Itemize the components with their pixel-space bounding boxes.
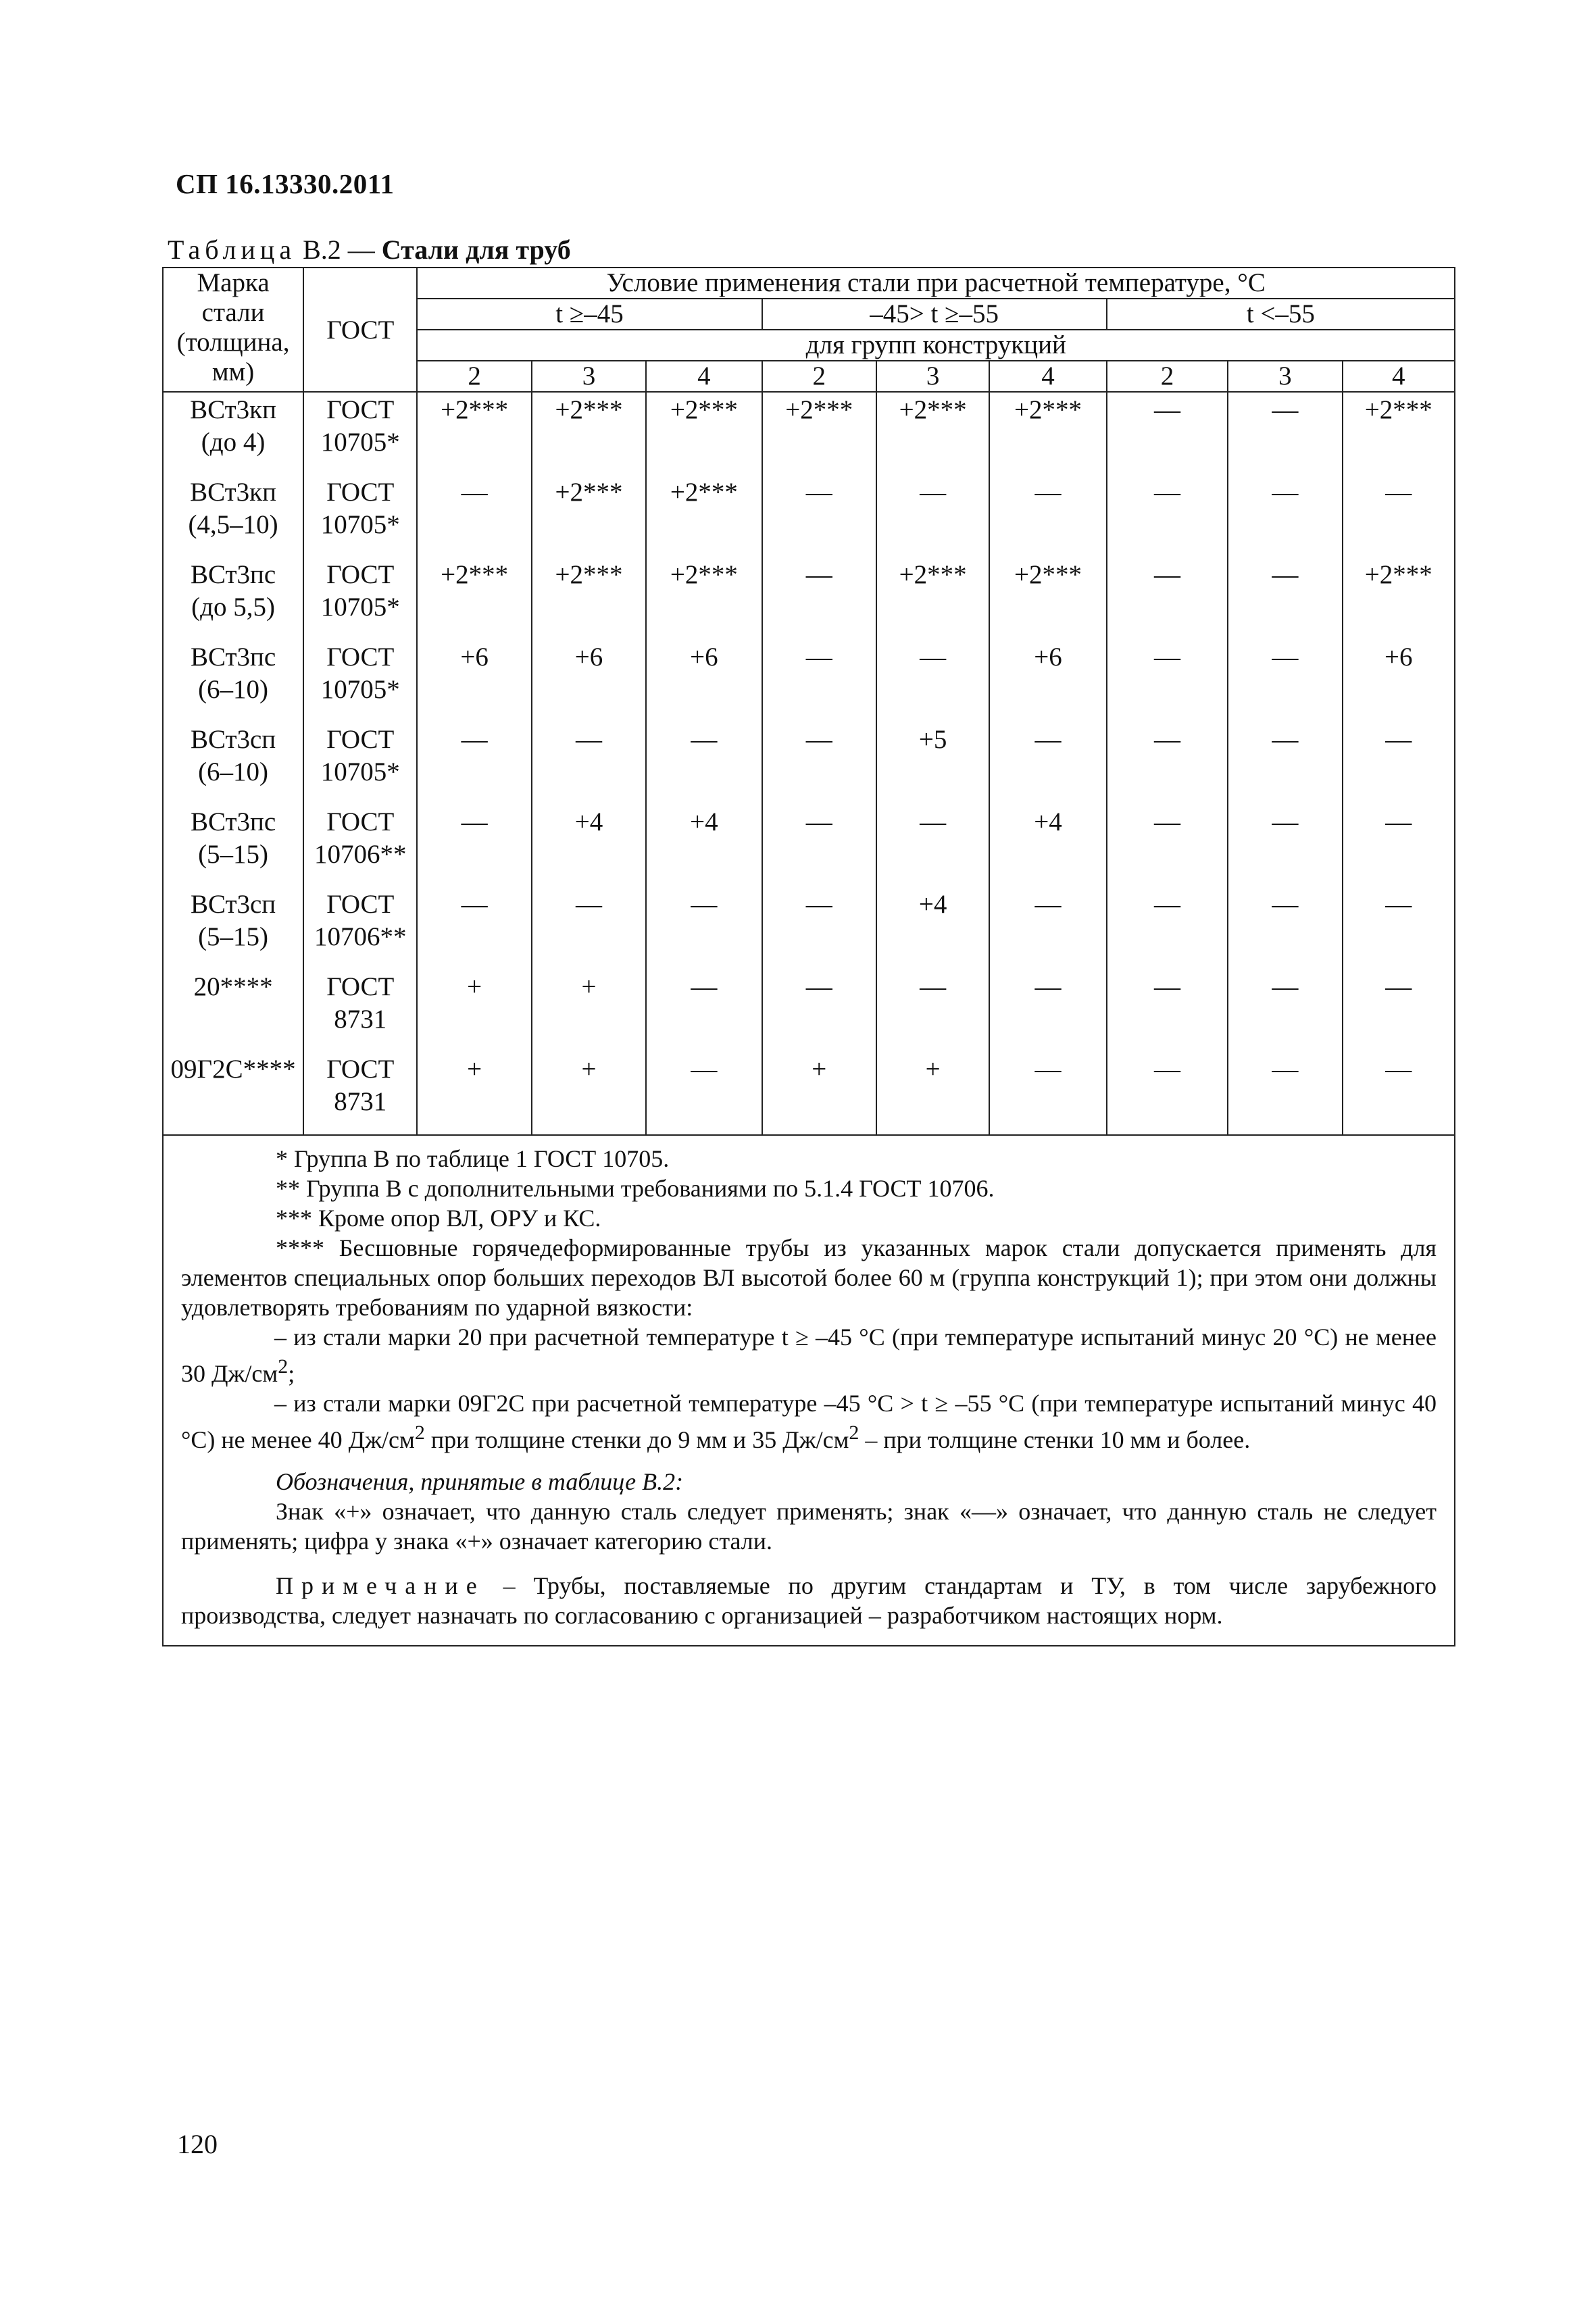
gost-label: ГОСТ	[326, 890, 395, 919]
gost-cell	[303, 722, 417, 805]
value-cell: +2***	[1343, 392, 1455, 475]
note-text: – Трубы, поставляемые по другим стандартам и ТУ, в том числе зарубежного производства, следует назначать по согласованию с организацией – разработчиком настоящих норм.	[181, 1572, 1437, 1629]
value-cell: +	[532, 970, 646, 1052]
steel-grade: ВСт3пс	[190, 807, 276, 836]
footnote-text: – из стали марки 20 при расчетной температуре t ≥ –45 °С (при температуре испытаний минус 20 °С) не менее 30 Дж/см	[181, 1324, 1437, 1387]
gost-label: ГОСТ	[326, 478, 395, 507]
value-cell: +6	[1343, 640, 1455, 722]
footnote-2: ** Группа В с дополнительными требованиями по 5.1.4 ГОСТ 10706.	[276, 1175, 995, 1202]
gost-cell	[303, 392, 417, 475]
value-cell: —	[876, 475, 989, 557]
value-cell: —	[417, 475, 531, 557]
footnote-4-item-1	[181, 1322, 1437, 1388]
steel-pipes-table	[162, 267, 1455, 1646]
caption-dash: —	[347, 234, 375, 265]
value-cell: —	[1107, 392, 1228, 475]
value-cell: —	[1228, 557, 1342, 640]
value-cell: —	[989, 887, 1106, 970]
value-cell: —	[1107, 640, 1228, 722]
value-cell: —	[762, 475, 876, 557]
value-cell: —	[762, 557, 876, 640]
group-number: 3	[1228, 361, 1342, 392]
table-row	[163, 722, 1455, 805]
value-cell: —	[1228, 392, 1342, 475]
value-cell: —	[646, 887, 762, 970]
value-cell: —	[417, 722, 531, 805]
value-cell: —	[762, 640, 876, 722]
table-row	[163, 475, 1455, 557]
value-cell: —	[532, 887, 646, 970]
table-row	[163, 805, 1455, 887]
thickness: (6–10)	[198, 757, 269, 786]
grade-cell	[163, 1052, 303, 1135]
gost-cell	[303, 887, 417, 970]
table-row	[163, 392, 1455, 475]
value-cell: —	[1107, 970, 1228, 1052]
steel-grade: ВСт3кп	[190, 395, 276, 424]
value-cell: +2***	[1343, 557, 1455, 640]
grade-cell	[163, 887, 303, 970]
gost-number: 8731	[334, 1005, 387, 1034]
value-cell: +6	[646, 640, 762, 722]
value-cell: —	[989, 1052, 1106, 1135]
steel-grade: ВСт3сп	[190, 725, 276, 754]
value-cell: +2***	[532, 557, 646, 640]
gost-number: 10706**	[314, 840, 407, 869]
value-cell: +4	[532, 805, 646, 887]
group-number: 4	[989, 361, 1106, 392]
footnote-text: ;	[288, 1360, 295, 1387]
footnote-4-item-2	[181, 1388, 1437, 1455]
gost-cell	[303, 557, 417, 640]
grade-cell	[163, 970, 303, 1052]
value-cell: +6	[989, 640, 1106, 722]
grade-cell	[163, 392, 303, 475]
grade-header: Марка стали (толщина, мм)	[163, 268, 303, 392]
table-row	[163, 887, 1455, 970]
value-cell: +	[417, 1052, 531, 1135]
steel-grade: 20****	[193, 972, 273, 1001]
group-number: 4	[1343, 361, 1455, 392]
grade-cell	[163, 557, 303, 640]
superscript: 2	[414, 1422, 425, 1444]
value-cell: +2***	[532, 475, 646, 557]
value-cell: —	[646, 722, 762, 805]
value-cell: —	[1107, 722, 1228, 805]
caption-title: Стали для труб	[381, 234, 571, 265]
value-cell: —	[646, 1052, 762, 1135]
steel-grade: ВСт3сп	[190, 890, 276, 919]
value-cell: —	[762, 887, 876, 970]
value-cell: +	[876, 1052, 989, 1135]
value-cell: —	[762, 805, 876, 887]
thickness: (до 4)	[201, 428, 266, 457]
value-cell: —	[1343, 805, 1455, 887]
value-cell: —	[989, 722, 1106, 805]
group-number: 2	[762, 361, 876, 392]
value-cell: —	[1228, 970, 1342, 1052]
value-cell: +6	[532, 640, 646, 722]
grade-cell	[163, 475, 303, 557]
value-cell: —	[1228, 722, 1342, 805]
value-cell: —	[1107, 1052, 1228, 1135]
value-cell: +2***	[762, 392, 876, 475]
gost-cell	[303, 970, 417, 1052]
gost-number: 10705*	[320, 428, 400, 457]
steel-grade: ВСт3пс	[190, 560, 276, 589]
group-number: 4	[646, 361, 762, 392]
thickness: (5–15)	[198, 922, 269, 951]
gost-label: ГОСТ	[326, 560, 395, 589]
group-number: 3	[876, 361, 989, 392]
value-cell: —	[417, 887, 531, 970]
value-cell: +2***	[989, 557, 1106, 640]
steel-grade: ВСт3пс	[190, 643, 276, 672]
footnote-4: **** Бесшовные горячедеформированные трубы из указанных марок стали допускается применять для элементов специальных опор больших переходов ВЛ высотой более 60 м (группа конструкций 1); при этом они должны удовлетворять требованиям по ударной вязкости:	[181, 1234, 1437, 1321]
legend-title: Обозначения, принятые в таблице В.2:	[276, 1468, 684, 1495]
table-notes	[163, 1135, 1455, 1646]
gost-header: ГОСТ	[303, 268, 417, 392]
value-cell: —	[1228, 475, 1342, 557]
gost-label: ГОСТ	[326, 395, 395, 424]
thickness: (6–10)	[198, 675, 269, 704]
gost-label: ГОСТ	[326, 972, 395, 1001]
gost-label: ГОСТ	[326, 643, 395, 672]
value-cell: —	[989, 475, 1106, 557]
value-cell: +2***	[417, 392, 531, 475]
grade-cell	[163, 640, 303, 722]
condition-header: Условие применения стали при расчетной температуре, °С	[417, 268, 1455, 299]
footnote-text: при толщине стенки до 9 мм и 35 Дж/см	[424, 1426, 849, 1453]
value-cell: +4	[646, 805, 762, 887]
value-cell: —	[1343, 722, 1455, 805]
steel-grade: 09Г2С****	[170, 1055, 296, 1084]
value-cell: —	[1343, 1052, 1455, 1135]
value-cell: +2***	[646, 392, 762, 475]
table-row	[163, 640, 1455, 722]
footnote-text: – при толщине стенки 10 мм и более.	[859, 1426, 1251, 1453]
table-caption	[168, 234, 571, 266]
footnote-3: *** Кроме опор ВЛ, ОРУ и КС.	[276, 1205, 601, 1232]
gost-number: 10706**	[314, 922, 407, 951]
range-header: t <–55	[1107, 299, 1455, 330]
value-cell: —	[1228, 805, 1342, 887]
gost-cell	[303, 805, 417, 887]
value-cell: —	[762, 970, 876, 1052]
value-cell: —	[876, 805, 989, 887]
value-cell: —	[1343, 887, 1455, 970]
gost-number: 8731	[334, 1087, 387, 1116]
value-cell: +2***	[646, 475, 762, 557]
value-cell: +2***	[417, 557, 531, 640]
range-header: t ≥–45	[417, 299, 762, 330]
value-cell: +	[532, 1052, 646, 1135]
value-cell: +2***	[876, 557, 989, 640]
value-cell: —	[532, 722, 646, 805]
superscript: 2	[278, 1355, 289, 1378]
note-label: Примечание	[276, 1572, 485, 1599]
gost-number: 10705*	[320, 593, 400, 622]
value-cell: +5	[876, 722, 989, 805]
gost-label: ГОСТ	[326, 725, 395, 754]
value-cell: —	[1228, 887, 1342, 970]
grade-cell	[163, 722, 303, 805]
value-cell: +2***	[876, 392, 989, 475]
gost-number: 10705*	[320, 675, 400, 704]
superscript: 2	[849, 1422, 859, 1444]
table-note	[181, 1571, 1437, 1630]
thickness: (до 5,5)	[191, 593, 275, 622]
footnote-1: * Группа В по таблице 1 ГОСТ 10705.	[276, 1145, 670, 1172]
value-cell: —	[762, 722, 876, 805]
value-cell: +2***	[532, 392, 646, 475]
value-cell: —	[1107, 887, 1228, 970]
value-cell: —	[876, 970, 989, 1052]
gost-cell	[303, 640, 417, 722]
value-cell: —	[1107, 805, 1228, 887]
table-row	[163, 970, 1455, 1052]
value-cell: +6	[417, 640, 531, 722]
value-cell: +	[762, 1052, 876, 1135]
table-row	[163, 557, 1455, 640]
value-cell: +4	[876, 887, 989, 970]
value-cell: —	[417, 805, 531, 887]
gost-cell	[303, 1052, 417, 1135]
footnote-text: – из стали марки 09Г2С при расчетной температуре –45 °С > t ≥ –55 °С (при температуре испытаний минус 40 °С) не менее 40 Дж/см	[181, 1390, 1437, 1453]
value-cell: +4	[989, 805, 1106, 887]
gost-number: 10705*	[320, 757, 400, 786]
groups-header: для групп конструкций	[417, 330, 1455, 361]
page-number: 120	[177, 2129, 218, 2159]
value-cell: —	[1343, 475, 1455, 557]
gost-cell	[303, 475, 417, 557]
caption-prefix: Таблица	[168, 234, 297, 265]
value-cell: —	[646, 970, 762, 1052]
legend-text: Знак «+» означает, что данную сталь следует применять; знак «—» означает, что данную сталь не следует применять; цифра у знака «+» означает категорию стали.	[181, 1498, 1437, 1555]
table-row	[163, 1052, 1455, 1135]
value-cell: +	[417, 970, 531, 1052]
value-cell: —	[1107, 557, 1228, 640]
value-cell: —	[989, 970, 1106, 1052]
value-cell: +2***	[989, 392, 1106, 475]
value-cell: —	[1228, 640, 1342, 722]
gost-label: ГОСТ	[326, 1055, 395, 1084]
document-code: СП 16.13330.2011	[176, 168, 395, 199]
value-cell: —	[1228, 1052, 1342, 1135]
group-number: 2	[1107, 361, 1228, 392]
range-header: –45> t ≥–55	[762, 299, 1107, 330]
steel-grade: ВСт3кп	[190, 478, 276, 507]
group-number: 2	[417, 361, 531, 392]
value-cell: +2***	[646, 557, 762, 640]
thickness: (4,5–10)	[188, 510, 278, 539]
thickness: (5–15)	[198, 840, 269, 869]
grade-cell	[163, 805, 303, 887]
gost-number: 10705*	[320, 510, 400, 539]
gost-label: ГОСТ	[326, 807, 395, 836]
group-number: 3	[532, 361, 646, 392]
value-cell: —	[1343, 970, 1455, 1052]
value-cell: —	[1107, 475, 1228, 557]
value-cell: —	[876, 640, 989, 722]
caption-number: В.2	[303, 234, 341, 265]
